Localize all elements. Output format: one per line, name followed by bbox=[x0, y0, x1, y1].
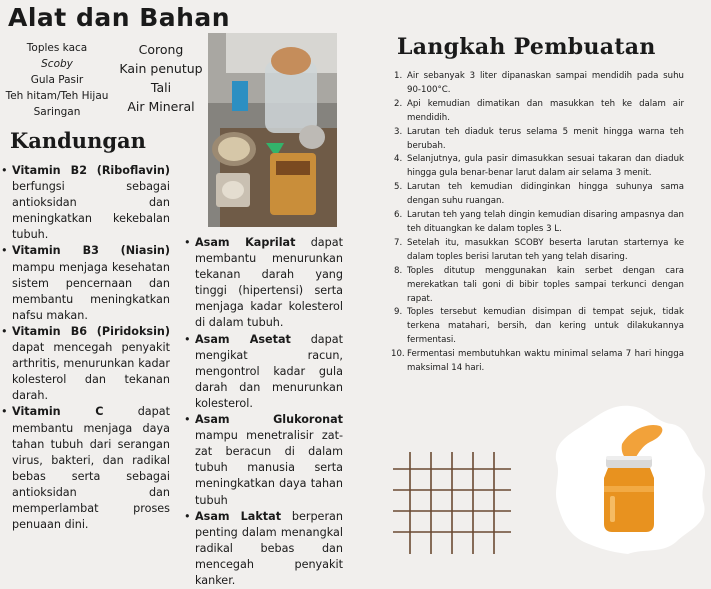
step-item bbox=[394, 306, 684, 348]
nutrient-name: Vitamin B6 bbox=[12, 324, 88, 338]
step-number: 8. bbox=[394, 265, 403, 276]
step-text: Larutan teh diaduk terus selama 5 menit hingga warna teh berubah. bbox=[407, 126, 684, 151]
step-number: 2. bbox=[394, 98, 403, 109]
nutrient-item bbox=[0, 243, 170, 323]
steps-list bbox=[391, 70, 684, 376]
step-item bbox=[394, 237, 684, 265]
nutrient-item bbox=[183, 412, 343, 509]
ingredients-illustration bbox=[208, 33, 337, 227]
step-item bbox=[394, 209, 684, 237]
decorative-grid bbox=[393, 452, 511, 554]
nutrient-desc: dapat membantu menjaga daya tahan tubuh dari serangan virus, bakteri, dan radikal bebas serta sebagai antioksidan dan memperlambat proses penuaan dini. bbox=[12, 405, 170, 532]
nutrient-extra: (Riboflavin) bbox=[96, 164, 171, 177]
step-text: Selanjutnya, gula pasir dimasukkan sesuai takaran dan diaduk hingga gula benar-benar larut dalam air selama 3 menit. bbox=[407, 154, 684, 179]
step-text: Toples tersebut kemudian disimpan di tempat sejuk, tidak terkena matahari, bersih, dan kering untuk dilakukannya fermentasi. bbox=[407, 307, 684, 346]
step-text: Api kemudian dimatikan dan masukkan teh ke dalam air mendidih. bbox=[407, 98, 684, 123]
nutrient-name: Vitamin B3 bbox=[12, 244, 99, 258]
step-text: Fermentasi membutuhkan waktu minimal selama 7 hari hingga maksimal 14 hari. bbox=[407, 349, 684, 374]
step-number: 4. bbox=[394, 154, 403, 165]
nutrient-item bbox=[183, 235, 343, 332]
step-number: 9. bbox=[394, 307, 403, 318]
tool-item: Teh hitam/Teh Hijau bbox=[5, 90, 109, 102]
nutrient-item bbox=[183, 509, 343, 589]
tool-item: Air Mineral bbox=[127, 99, 195, 114]
tool-item: Scoby bbox=[41, 58, 73, 70]
tool-item: Corong bbox=[138, 42, 184, 57]
nutrient-desc: mampu menjaga kesehatan sistem pencernaan dan membantu meningkatkan nafsu makan. bbox=[12, 260, 170, 322]
tool-item: Kain penutup bbox=[119, 61, 203, 76]
step-item bbox=[394, 265, 684, 307]
step-number: 3. bbox=[394, 126, 403, 137]
nutrient-desc: mampu menetralisir zat-zat beracun di dalam tubuh manusia serta meningkatkan daya tahan tubuh bbox=[195, 429, 343, 507]
nutrient-desc: berfungsi sebagai antioksidan dan meningkatkan kekebalan tubuh. bbox=[12, 180, 170, 242]
nutrient-name: Vitamin C bbox=[12, 405, 104, 419]
step-item bbox=[394, 70, 684, 98]
nutrient-desc: dapat membantu menurunkan tekanan darah yang tinggi (hipertensi) serta menjaga kadar kolesterol di dalam tubuh. bbox=[195, 236, 344, 330]
tools-list-mid bbox=[118, 40, 204, 116]
step-text: Larutan teh yang telah dingin kemudian disaring ampasnya dan teh dituangkan ke dalam toples 3 L. bbox=[407, 210, 684, 234]
step-number: 10. bbox=[391, 349, 405, 360]
nutrient-name: Asam Laktat bbox=[195, 509, 282, 523]
kandungan-heading: Kandungan bbox=[10, 128, 146, 153]
step-item bbox=[394, 126, 684, 154]
step-item bbox=[391, 348, 684, 376]
tool-item: Tali bbox=[150, 80, 172, 95]
kandungan-list-right bbox=[183, 235, 343, 589]
nutrient-item bbox=[0, 163, 170, 243]
step-item bbox=[394, 181, 684, 209]
kombucha-jar-illustration bbox=[548, 402, 711, 554]
langkah-heading: Langkah Pembuatan bbox=[397, 34, 656, 60]
nutrient-name: Asam Asetat bbox=[195, 332, 291, 346]
nutrient-name: Asam Glukoronat bbox=[195, 413, 343, 427]
nutrient-desc: dapat mengikat racun, mengontrol kadar gula darah dan menurunkan kolesterol. bbox=[195, 332, 343, 410]
nutrient-name: Asam Kaprilat bbox=[195, 236, 296, 249]
nutrient-extra: (Niasin) bbox=[120, 244, 171, 258]
nutrient-item bbox=[183, 332, 343, 412]
step-text: Toples ditutup menggunakan kain serbet dengan cara merekatkan tali goni di bibir toples sampai terkunci dengan rapat. bbox=[407, 265, 684, 304]
ingredients-photo bbox=[208, 33, 337, 227]
step-item bbox=[394, 153, 684, 181]
nutrient-desc: berperan penting dalam menangkal radikal bebas dan mencegah penyakit kanker. bbox=[195, 509, 343, 587]
nutrient-extra: (Piridoksin) bbox=[96, 324, 171, 338]
nutrient-item bbox=[0, 324, 170, 404]
tool-item: Gula Pasir bbox=[30, 74, 84, 86]
kandungan-list-left bbox=[0, 163, 170, 533]
tools-list-left bbox=[0, 40, 114, 120]
alat-bahan-heading: Alat dan Bahan bbox=[8, 3, 231, 32]
step-text: Air sebanyak 3 liter dipanaskan sampai mendidih pada suhu 90-100°C. bbox=[407, 71, 684, 95]
step-item bbox=[394, 98, 684, 126]
tool-item: Toples kaca bbox=[26, 42, 88, 54]
nutrient-desc: dapat mencegah penyakit arthritis, menurunkan kadar kolesterol dan tekanan darah. bbox=[12, 341, 170, 403]
nutrient-item bbox=[0, 404, 170, 533]
step-number: 6. bbox=[394, 210, 403, 221]
nutrient-name: Vitamin B2 bbox=[12, 164, 87, 177]
step-number: 1. bbox=[394, 71, 403, 81]
tool-item: Saringan bbox=[33, 106, 81, 118]
step-text: Setelah itu, masukkan SCOBY beserta larutan starternya ke dalam toples berisi larutan teh yang telah disaring. bbox=[407, 237, 684, 262]
step-number: 5. bbox=[394, 182, 403, 193]
step-number: 7. bbox=[394, 237, 403, 248]
step-text: Larutan teh kemudian didinginkan hingga suhunya sama dengan suhu ruangan. bbox=[407, 182, 684, 207]
